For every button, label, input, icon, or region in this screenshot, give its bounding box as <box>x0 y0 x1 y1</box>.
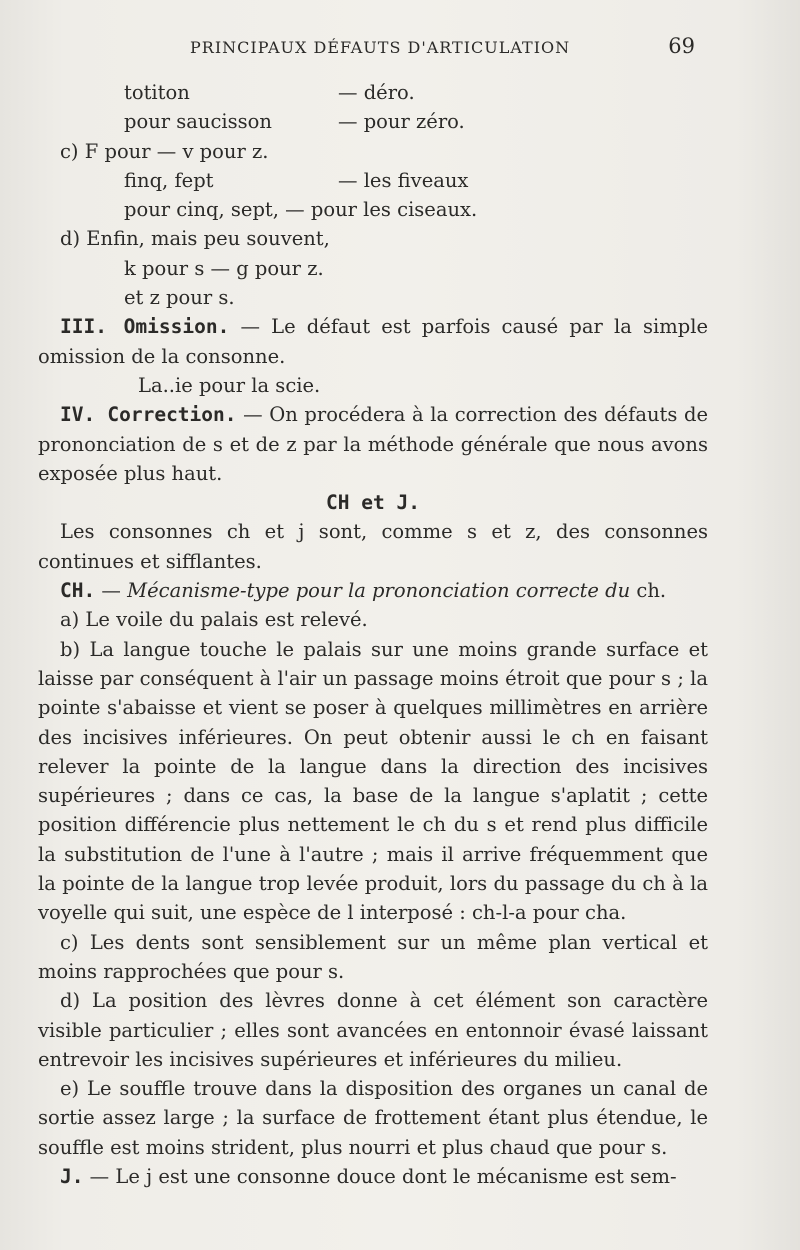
item-c: c) Les dents sont sensiblement sur un même plan vertical et moins rapprochées que pour s. <box>38 930 708 983</box>
correction-paragraph <box>38 400 708 488</box>
omission-heading: III. Omission. <box>60 315 230 339</box>
j-heading: J. <box>60 1164 84 1188</box>
omission-text: — Le défaut est parfois causé par la simple omission de la consonne. <box>38 315 708 368</box>
item-b: b) La langue touche le palais sur une moins grande surface et laisse par conséquent à l'air un passage moins étroit que pour s ; la pointe s'abaisse et vient se poser à quelques millimètres en arrière des incisives inférieures. On peut obtenir aussi le ch en faisant relever la pointe de la langue dans la direction des incisives supérieures ; dans ce cas, la base de la langue s'aplatit ; cette position différencie plus nettement le ch du s et rend plus difficile la substitution de l'une à l'autre ; mais il arrive fréquemment que la pointe de la langue trop levée produit, lors du passage du ch à la voyelle qui suit, une espèce de l interposé : ch-l-a pour cha. <box>38 637 708 925</box>
running-title: PRINCIPAUX DÉFAUTS D'ARTICULATION <box>190 38 571 57</box>
omission-example: La..ie pour la scie. <box>138 373 321 397</box>
example-row <box>38 166 708 195</box>
ch-heading-line <box>38 576 708 605</box>
example-row <box>38 107 708 136</box>
j-paragraph <box>38 1162 708 1191</box>
intro-paragraph: Les consonnes ch et j sont, comme s et z, des consonnes continues et sifflantes. <box>38 520 708 573</box>
item-d: d) La position des lèvres donne à cet élément son caractère visible particulier ; elles sont avancées en entonnoir évasé laissant entrevoir les incisives supérieures et inférieures du milieu. <box>38 989 708 1071</box>
correction-text: — On procédera à la correction des défauts de prononciation de s et de z par la méthode générale que nous avons exposée plus haut. <box>38 403 708 485</box>
item-a: a) Le voile du palais est relevé. <box>60 608 368 632</box>
example-left: pour saucisson <box>124 110 272 134</box>
j-text: — Le j est une consonne douce dont le mécanisme est sem- <box>83 1164 677 1188</box>
example-right: — les fiveaux <box>338 168 469 192</box>
rule-d-line: et z pour s. <box>124 286 235 310</box>
example-line: pour cinq, sept, — pour les ciseaux. <box>124 198 478 222</box>
ch-mecanisme: Mécanisme-type pour la prononciation correcte du <box>127 579 631 603</box>
page-body <box>38 78 708 1191</box>
ch-dash: — <box>95 579 128 603</box>
example-row <box>38 78 708 107</box>
rule-d-line: k pour s — g pour z. <box>124 256 324 280</box>
ch-heading: CH. <box>60 579 96 603</box>
example-left: finq, fept <box>124 168 214 192</box>
page-number: 69 <box>668 34 695 58</box>
section-title: CH et J. <box>326 491 420 515</box>
correction-heading: IV. Correction. <box>60 403 237 427</box>
rule-c: c) F pour — v pour z. <box>60 139 269 163</box>
example-right: — pour zéro. <box>338 110 465 134</box>
omission-paragraph <box>38 312 708 371</box>
item-e: e) Le souffle trouve dans la disposition des organes un canal de sortie assez large ; la surface de frottement étant plus étendue, le souffle est moins strident, plus nourri et plus chaud que pour s. <box>38 1077 708 1159</box>
rule-d-intro: d) Enfin, mais peu souvent, <box>60 227 330 251</box>
ch-end: ch. <box>630 579 667 603</box>
example-left: totiton <box>124 81 190 104</box>
example-right: — déro. <box>338 81 415 104</box>
